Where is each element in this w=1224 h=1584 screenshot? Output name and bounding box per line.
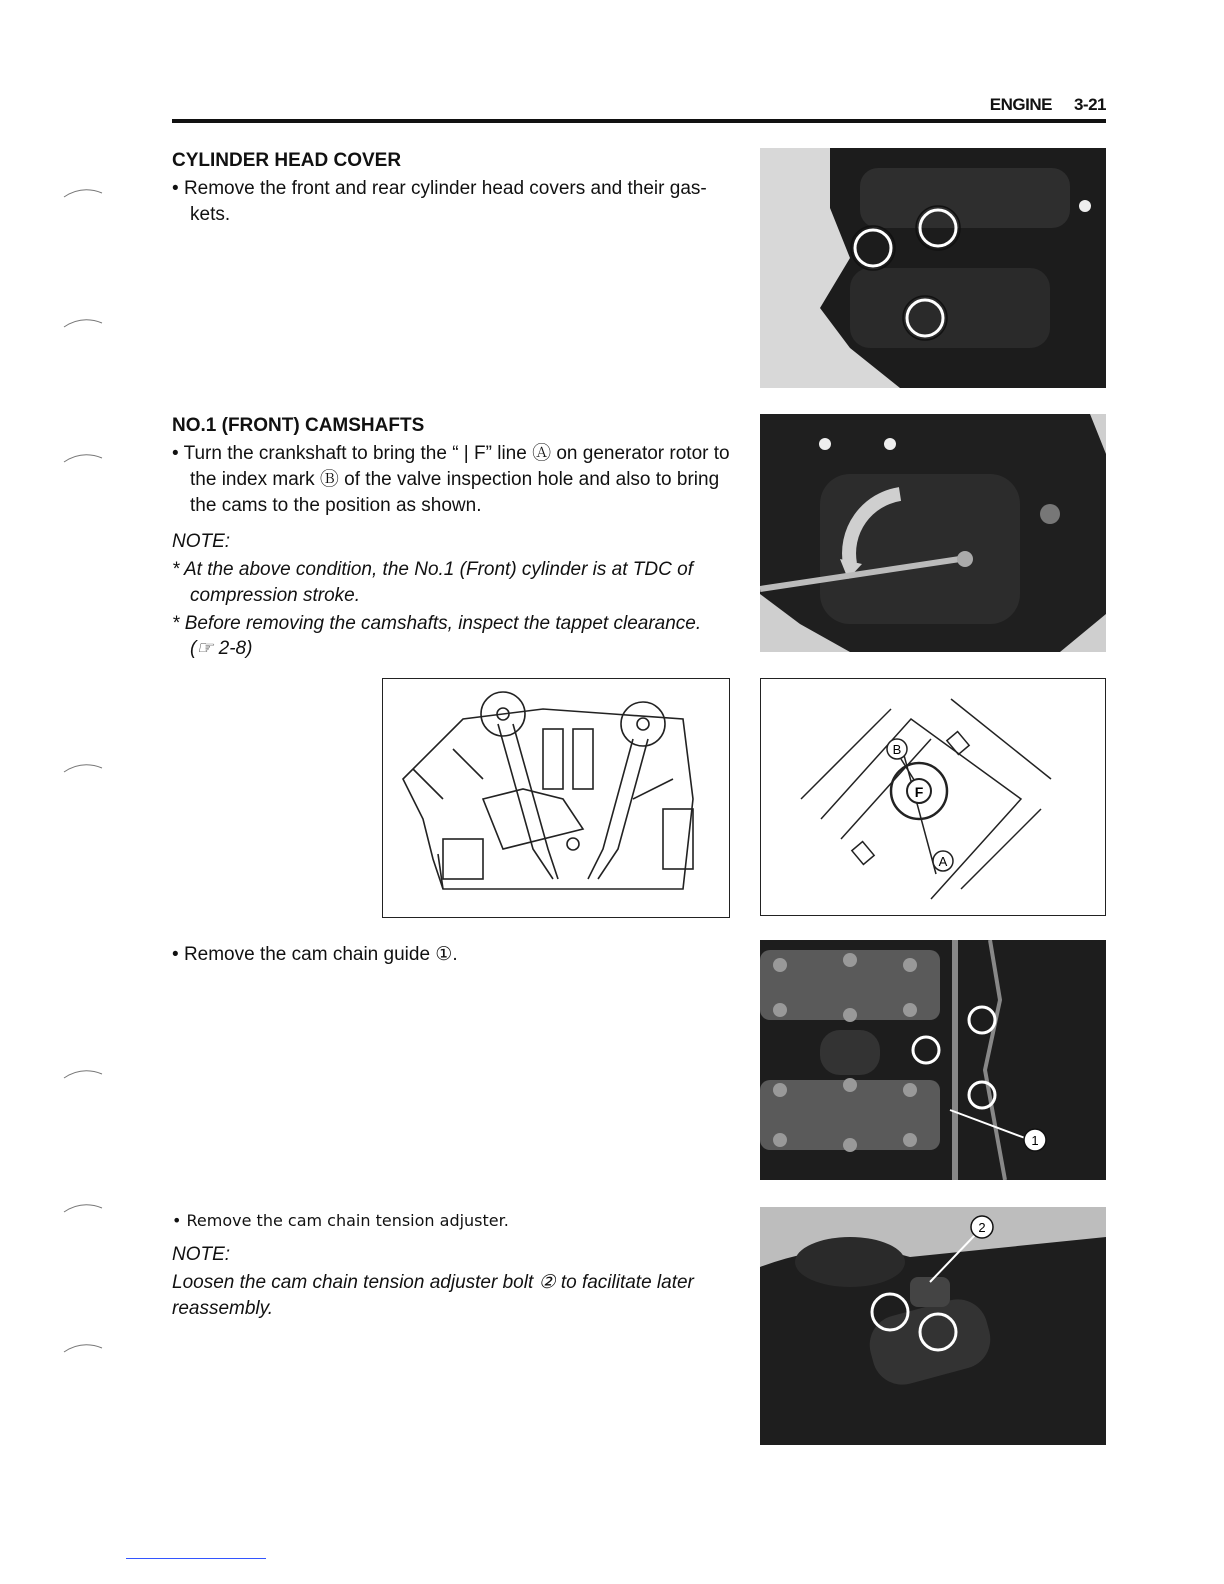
margin-mark [62,1340,118,1356]
margin-mark [62,760,118,776]
note-title: NOTE: [172,1244,231,1265]
diagram-timing-mark [760,678,1106,916]
margin-mark [62,315,118,331]
svg-text:2: 2 [978,1220,986,1235]
section-title: CYLINDER HEAD COVER [172,150,402,171]
section-cylinder-head-cover [172,150,732,228]
note-text: * Before removing the camshafts, inspect the tappet clearance. [172,611,732,637]
section-front-camshafts [172,415,732,660]
page-header [990,95,1106,115]
note-text: Loosen the cam chain tension adjuster bolt ② to facilitate later reassembly. [172,1272,694,1319]
callout-f [907,779,931,803]
svg-text:1: 1 [1031,1133,1039,1148]
callout-1 [1024,1129,1046,1151]
section-tension-adjuster [172,1208,732,1322]
photo-cam-chain-guide [760,940,1106,1180]
step-text: • Remove the front and rear cylinder head covers and their gas-kets. [172,176,732,228]
header-page-number: 3-21 [1073,95,1106,114]
svg-text:B: B [892,742,902,757]
step-text: • Remove the cam chain guide ①. [172,942,732,968]
footer-line [126,1558,266,1559]
diagram-cam-position [382,678,730,918]
section-title: NO.1 (FRONT) CAMSHAFTS [172,415,425,436]
callout-a [933,851,953,871]
photo-tension-adjuster [760,1207,1106,1445]
margin-mark [62,450,118,466]
svg-text:A: A [938,854,948,869]
step-text: • Turn the crankshaft to bring the “ | F” line Ⓐ on generator rotor to the index mark Ⓑ of the valve inspection hole and also to bring the cams to the position as shown. [172,441,732,519]
note-text: * At the above condition, the No.1 (Front) cylinder is at TDC of compression stroke. [172,557,732,609]
svg-text:F: F [914,784,924,800]
photo-cylinder-head-cover [760,148,1106,388]
section-cam-chain-guide [172,942,732,968]
margin-mark [62,1066,118,1082]
header-rule [172,119,1106,123]
margin-mark [62,185,118,201]
callout-b [887,739,907,759]
note-title: NOTE: [172,531,231,552]
photo-crankshaft-turn [760,414,1106,652]
note-reference: (☞ 2-8) [190,638,253,659]
header-section: ENGINE [989,95,1052,114]
margin-mark [62,1200,118,1216]
callout-2 [971,1216,993,1238]
step-text: • Remove the cam chain tension adjuster. [172,1208,732,1234]
